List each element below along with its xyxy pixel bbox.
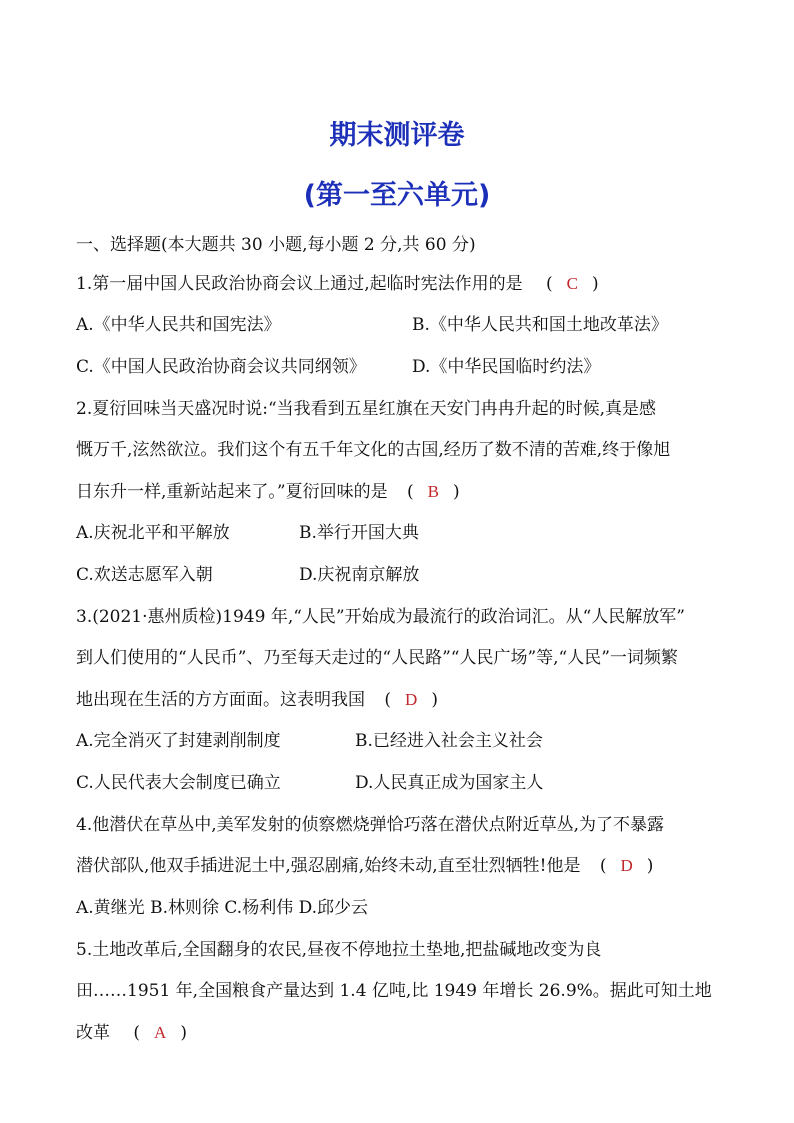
question-2-option-b: B.举行开国大典 <box>299 523 419 543</box>
question-3-answer: D <box>405 690 418 709</box>
question-3-stem-line-1: 3.(2021·惠州质检)1949 年,“人民”开始成为最流行的政治词汇。从“人民解放军” <box>76 607 685 627</box>
question-2-stem-line-1: 2.夏衍回味当天盛况时说:“当我看到五星红旗在天安门冉冉升起的时候,真是感 <box>76 399 657 419</box>
question-2-option-a: A.庆祝北平和平解放 <box>76 523 230 543</box>
question-5-answer: A <box>154 1023 167 1042</box>
page-title: 期末测评卷 <box>329 120 465 151</box>
question-4-options: A.黄继光 B.林则徐 C.杨利伟 D.邱少云 <box>76 898 369 918</box>
question-3-option-c: C.人民代表大会制度已确立 <box>76 773 281 793</box>
question-1-option-b: B.《中华人民共和国土地改革法》 <box>412 315 668 335</box>
question-4-stem-line-2-wrap: 潜伏部队,他双手插进泥土中,强忍剧痛,始终未动,直至壮烈牺牲!他是 ( D ) <box>76 856 654 876</box>
question-2-answer: B <box>427 482 439 501</box>
question-4-stem-line-1: 4.他潜伏在草丛中,美军发射的侦察燃烧弹恰巧落在潜伏点附近草丛,为了不暴露 <box>76 815 665 835</box>
question-1-option-a: A.《中华人民共和国宪法》 <box>76 315 281 335</box>
question-4-answer: D <box>620 856 633 875</box>
question-3-option-d: D.人民真正成为国家主人 <box>355 773 544 793</box>
question-1-stem: 1.第一届中国人民政治协商会议上通过,起临时宪法作用的是 ( C ) <box>76 274 599 294</box>
question-3-stem-line-3-wrap: 地出现在生活的方方面面。这表明我国 ( D ) <box>76 690 438 710</box>
question-3-option-a: A.完全消灭了封建剥削制度 <box>76 731 281 751</box>
question-5-stem-line-3: 改革 <box>76 1023 110 1043</box>
question-2-stem-line-3: 日东升一样,重新站起来了。”夏衍回味的是 <box>76 482 388 502</box>
question-5-stem-line-2: 田……1951 年,全国粮食产量达到 1.4 亿吨,比 1949 年增长 26.9%。据此可知土地 <box>76 981 712 1001</box>
question-2-stem-line-3-wrap: 日东升一样,重新站起来了。”夏衍回味的是 ( B ) <box>76 482 460 502</box>
question-3-option-b: B.已经进入社会主义社会 <box>355 731 543 751</box>
page-subtitle: (第一至六单元) <box>303 180 491 211</box>
question-1-stem-line-1: 1.第一届中国人民政治协商会议上通过,起临时宪法作用的是 <box>76 274 523 294</box>
question-4-stem-line-2: 潜伏部队,他双手插进泥土中,强忍剧痛,始终未动,直至壮烈牺牲!他是 <box>76 856 581 876</box>
question-3-stem-line-2: 到人们使用的“人民币”、乃至每天走过的“人民路”“人民广场”等,“人民”一词频繁 <box>76 648 678 668</box>
question-1-answer: C <box>566 274 579 293</box>
question-5-stem-line-1: 5.土地改革后,全国翻身的农民,昼夜不停地拉土垫地,把盐碱地改变为良 <box>76 940 602 960</box>
question-1-option-d: D.《中华民国临时约法》 <box>412 357 601 377</box>
question-2-option-d: D.庆祝南京解放 <box>299 565 420 585</box>
question-2-stem-line-2: 慨万千,泫然欲泣。我们这个有五千年文化的古国,经历了数不清的苦难,终于像旭 <box>76 440 671 460</box>
question-1-option-c: C.《中国人民政治协商会议共同纲领》 <box>76 357 366 377</box>
question-3-stem-line-3: 地出现在生活的方方面面。这表明我国 <box>76 690 365 710</box>
question-5-stem-line-3-wrap: 改革 ( A ) <box>76 1023 187 1043</box>
question-2-option-c: C.欢送志愿军入朝 <box>76 565 213 585</box>
section-heading: 一、选择题(本大题共 30 小题,每小题 2 分,共 60 分) <box>76 235 476 255</box>
